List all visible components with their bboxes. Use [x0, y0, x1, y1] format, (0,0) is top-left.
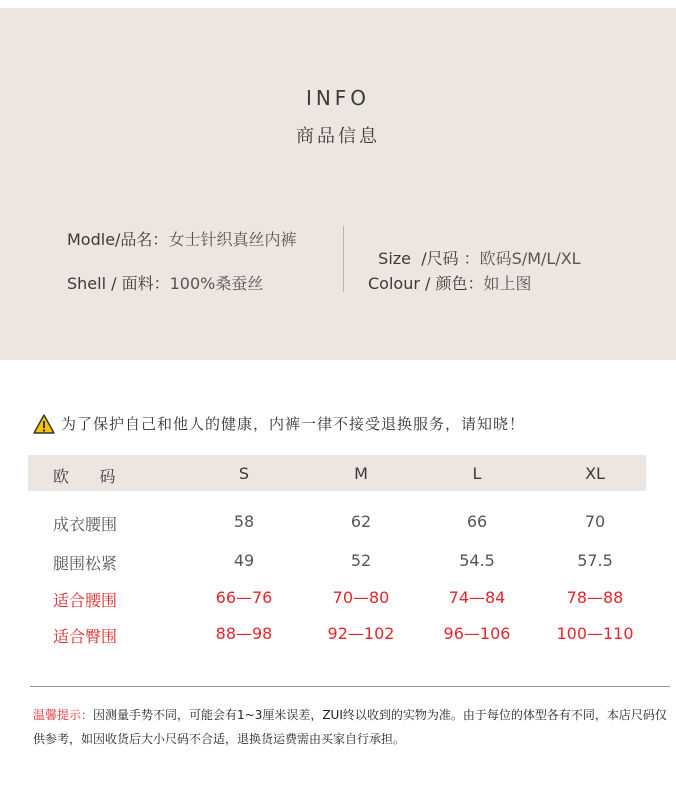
- shell-label: Shell / 面料：: [67, 274, 170, 293]
- colour-label: Colour / 颜色：: [368, 274, 484, 293]
- table-cell: 58: [233, 512, 255, 531]
- spec-shell: [67, 271, 263, 294]
- table-row-label: 成衣腰围: [53, 515, 118, 534]
- table-cell: 54.5: [459, 551, 495, 570]
- table-row-label: 适合腰围: [53, 591, 118, 610]
- size-header-m: M: [354, 464, 368, 483]
- table-cell: 78—88: [566, 588, 624, 607]
- table-row-label: 腿围松紧: [53, 554, 118, 573]
- table-cell: 57.5: [577, 551, 613, 570]
- table-cell: 92—102: [327, 624, 395, 643]
- spec-divider: [343, 226, 344, 292]
- table-cell: 96—106: [443, 624, 511, 643]
- size-header-s: S: [238, 464, 250, 483]
- colour-value: 如上图: [483, 274, 532, 293]
- table-cell: 88—98: [215, 624, 273, 643]
- model-label: Modle/品名：: [67, 230, 169, 249]
- tips-divider: [30, 686, 670, 687]
- shell-value: 100%桑蚕丝: [169, 274, 264, 293]
- table-cell: 70: [584, 512, 606, 531]
- spec-size: [368, 227, 581, 269]
- tips-text: 因测量手势不同，可能会有1~3厘米误差，ZUI终以收到的实物为准。由于每位的体型各有不同，本店尺码仅供参考，如因收货后大小尺码不合适，退换货运费需由买家自行承担。: [33, 708, 667, 746]
- table-row-label: 适合臀围: [53, 627, 118, 646]
- info-title: INFO: [305, 86, 371, 110]
- size-value: 欧码S/M/L/XL: [479, 249, 581, 268]
- table-cell: 100—110: [556, 624, 634, 643]
- spec-colour: [368, 271, 532, 294]
- warning-triangle-icon: [33, 414, 55, 434]
- table-cell: 52: [350, 551, 372, 570]
- table-cell: 74—84: [448, 588, 506, 607]
- size-header-l: L: [472, 464, 482, 483]
- size-label: Size /尺码 ：: [378, 249, 480, 268]
- table-cell: 66: [466, 512, 488, 531]
- tips-block: [33, 703, 673, 751]
- header-label: 欧 码: [53, 467, 116, 486]
- warning-text: 为了保护自己和他人的健康，内裤一律不接受退换服务，请知晓！: [61, 415, 526, 433]
- warning-notice: [33, 413, 525, 434]
- tips-label: 温馨提示：: [33, 708, 94, 722]
- info-panel: [0, 8, 676, 360]
- table-cell: 66—76: [215, 588, 273, 607]
- table-cell: 70—80: [332, 588, 390, 607]
- table-cell: 62: [350, 512, 372, 531]
- table-cell: 49: [233, 551, 255, 570]
- spec-model: [67, 227, 296, 250]
- size-header-xl: XL: [585, 464, 605, 483]
- info-subtitle: 商品信息: [296, 126, 380, 147]
- model-value: 女士针织真丝内裤: [168, 230, 297, 249]
